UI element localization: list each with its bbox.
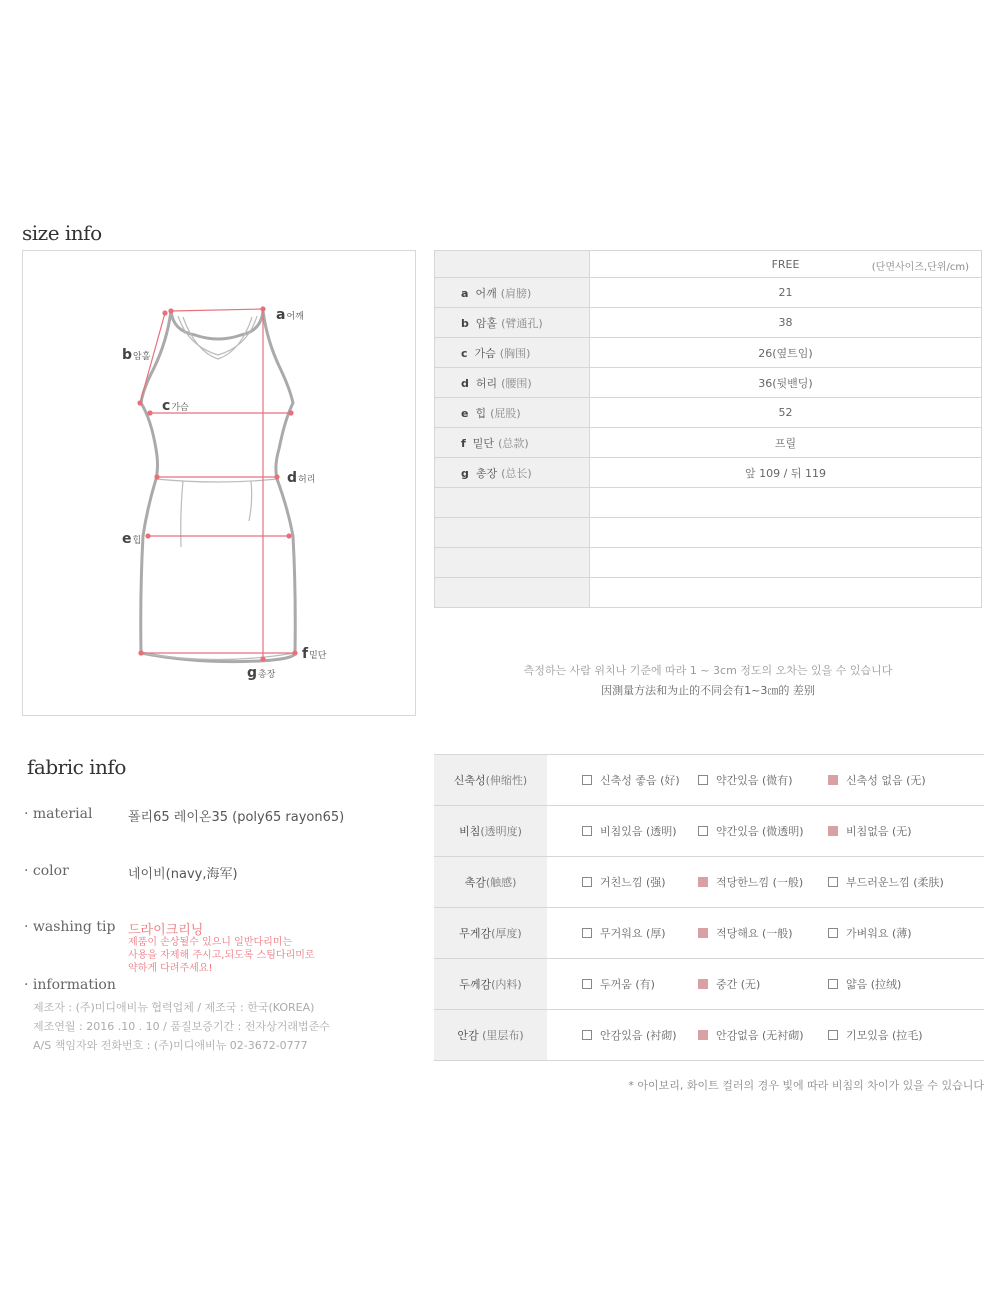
table-row: e 힙 (屁股) 52 [435,398,982,428]
table-row: a 어깨 (肩膀) 21 [435,278,982,308]
material-value: 폴리65 레이온35 (poly65 rayon65) [128,810,345,825]
label-a: a어깨 [276,307,304,323]
checkbox-icon [582,979,592,989]
size-header: FREE [771,257,800,271]
size-table-header [435,251,982,278]
fabric-footnote: * 아이보리, 화이트 컬러의 경우 빛에 따라 비침의 차이가 있을 수 있습니다 [628,1079,984,1092]
size-table [434,250,982,608]
washing-note-3: 약하게 다려주세요! [128,963,213,974]
fabric-row-stretch: 신축성(伸缩性) 신축성 좋음 (好) 약간있음 (微有) 신축성 없음 (无) [434,755,984,806]
option-checkbox-checked[interactable]: 비침없음 (无) [828,823,912,839]
washing-note-2: 사용을 자제해 주시고,되도록 스팀다리미로 [128,950,315,961]
fabric-row-weight: 무게감(厚度) 무거워요 (厚) 적당해요 (一般) 가벼워요 (薄) [434,908,984,959]
info-line-2: 제조연월 : 2016 .10 . 10 / 품질보증기간 : 전자상거래법준수 [33,1020,330,1033]
option-checkbox[interactable]: 신축성 좋음 (好) [582,772,680,788]
option-checkbox[interactable]: 무거워요 (厚) [582,925,666,941]
table-row: c 가슴 (胸围) 26(옆트임) [435,338,982,368]
color-label: · color [24,863,69,879]
checkbox-icon [828,928,838,938]
table-row-empty [435,488,982,518]
checkbox-icon [582,928,592,938]
label-e: e힙 [122,531,142,547]
checkbox-icon [698,826,708,836]
checkbox-checked-icon [698,1030,708,1040]
fabric-row-lining: 안감 (里层布) 안감있음 (衬砌) 안감없음 (无衬砌) 기모있음 (拉毛) [434,1010,984,1061]
size-figure [22,250,416,716]
checkbox-icon [828,979,838,989]
dress-diagram [23,251,415,715]
fabric-row-thickness: 두께감(内料) 두꺼움 (有) 중간 (无) 얇음 (拉绒) [434,959,984,1010]
table-row: b 암홀 (臂通孔) 38 [435,308,982,338]
checkbox-icon [582,775,592,785]
checkbox-icon [828,1030,838,1040]
color-value: 네이비(navy,海军) [128,867,238,882]
washing-note-1: 제품이 손상될수 있으니 일반다리미는 [128,937,293,948]
option-checkbox[interactable]: 약간있음 (微透明) [698,823,804,839]
washing-value: 드라이크리닝 [128,923,204,938]
option-checkbox-checked[interactable]: 적당해요 (一般) [698,925,793,941]
option-checkbox[interactable]: 얇음 (拉绒) [828,976,901,992]
fabric-row-texture: 촉감(触感) 거친느낌 (强) 적당한느낌 (一般) 부드러운느낌 (柔肤) [434,857,984,908]
fabric-table [434,754,984,1061]
table-row-empty [435,548,982,578]
checkbox-icon [828,877,838,887]
material-label: · material [24,806,93,822]
option-checkbox-checked[interactable]: 안감없음 (无衬砌) [698,1027,804,1043]
label-g: g총장 [247,665,276,681]
measure-note-cn: 因測量方法和为止的不同会有1~3㎝的 差别 [601,684,815,697]
fabric-info-title: fabric info [27,755,126,779]
table-row: f 밑단 (总款) 프릴 [435,428,982,458]
checkbox-checked-icon [698,877,708,887]
checkbox-checked-icon [828,826,838,836]
option-checkbox[interactable]: 약간있음 (微有) [698,772,793,788]
option-checkbox[interactable]: 거친느낌 (强) [582,874,666,890]
option-checkbox[interactable]: 두꺼움 (有) [582,976,655,992]
table-row: g 총장 (总长) 앞 109 / 뒤 119 [435,458,982,488]
fabric-row-transparency: 비침(透明度) 비침있음 (透明) 약간있음 (微透明) 비침없음 (无) [434,806,984,857]
info-line-3: A/S 책임자와 전화번호 : (주)미디애비뉴 02-3672-0777 [33,1039,308,1052]
checkbox-icon [698,775,708,785]
label-f: f밑단 [302,646,327,662]
measure-note-kr: 측정하는 사람 위치나 기준에 따라 1 ~ 3cm 정도의 오차는 있을 수 있습니다 [523,664,893,677]
option-checkbox[interactable]: 비침있음 (透明) [582,823,677,839]
info-line-1: 제조자 : (주)미디애비뉴 협력업체 / 제조국 : 한국(KOREA) [33,1001,315,1014]
checkbox-icon [582,826,592,836]
checkbox-icon [582,877,592,887]
option-checkbox[interactable]: 부드러운느낌 (柔肤) [828,874,944,890]
checkbox-checked-icon [698,979,708,989]
checkbox-checked-icon [828,775,838,785]
washing-label: · washing tip [24,919,116,935]
unit-note: (단면사이즈,단위/cm) [871,262,969,273]
table-row-empty [435,518,982,548]
information-label: · information [24,977,116,993]
option-checkbox[interactable]: 기모있음 (拉毛) [828,1027,923,1043]
table-row-empty [435,578,982,608]
label-d: d허리 [287,470,316,486]
option-checkbox-checked[interactable]: 신축성 없음 (无) [828,772,926,788]
size-info-title: size info [22,221,102,245]
label-b: b암홀 [122,347,151,363]
option-checkbox[interactable]: 가벼워요 (薄) [828,925,912,941]
option-checkbox-checked[interactable]: 중간 (无) [698,976,760,992]
option-checkbox[interactable]: 안감있음 (衬砌) [582,1027,677,1043]
table-row: d 허리 (腰围) 36(뒷밴딩) [435,368,982,398]
checkbox-icon [582,1030,592,1040]
checkbox-checked-icon [698,928,708,938]
option-checkbox-checked[interactable]: 적당한느낌 (一般) [698,874,803,890]
label-c: c가슴 [162,398,189,414]
